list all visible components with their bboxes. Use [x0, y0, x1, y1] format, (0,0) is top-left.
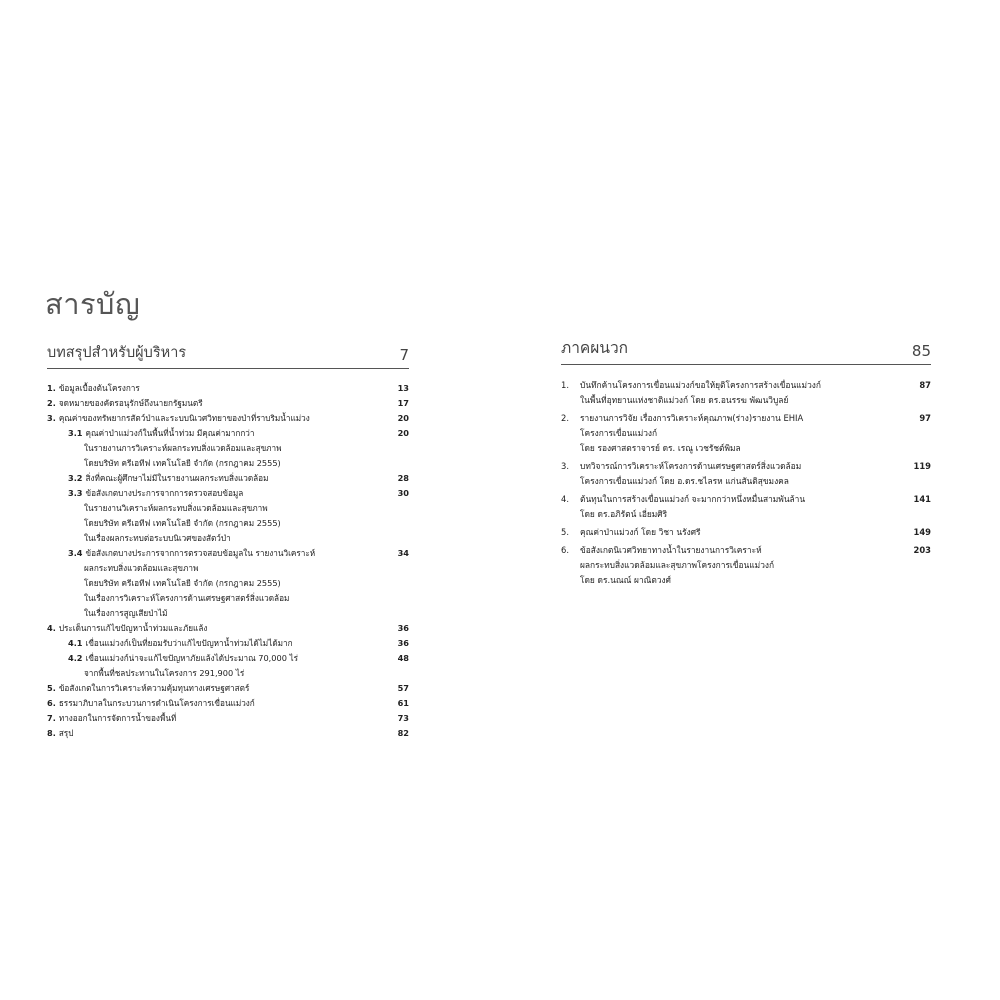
toc-entry-page: 13	[397, 383, 409, 393]
toc-entry-number: 4.	[47, 623, 56, 633]
toc-entry-number: 4.2	[68, 653, 83, 663]
toc-entry-line	[47, 531, 409, 546]
summary-heading-page: 7	[399, 346, 409, 364]
toc-entry	[47, 726, 409, 741]
appendix-entry-text: บทวิจารณ์การวิเคราะห์โครงการด้านเศรษฐศาสตร์สิ่งแวดล้อม	[580, 461, 802, 471]
toc-entry-text: เขื่อนแม่วงก์เป็นที่ยอมรับว่าแก้ไขปัญหาน้ำท่วมได้ไม่ได้มาก	[85, 638, 293, 648]
appendix-entry-number: 4.	[561, 494, 569, 504]
toc-entry	[47, 426, 409, 441]
summary-column	[47, 341, 409, 741]
toc-entry-line	[47, 576, 409, 591]
toc-entry-page: 20	[397, 428, 409, 438]
toc-entry-line	[47, 591, 409, 606]
appendix-entry-number: 2.	[561, 413, 569, 423]
toc-entry-text: โดยบริษัท ครีเอทีฟ เทคโนโลยี จำกัด (กรกฎาคม 2555)	[84, 458, 281, 468]
toc-entry-text: เขื่อนแม่วงก์น่าจะแก้ไขปัญหาภัยแล้งได้ประมาณ 70,000 ไร่	[85, 653, 299, 663]
toc-entry-text: คุณค่าป่าแม่วงก์ในพื้นที่น้ำท่วม มีคุณค่ามากกว่า	[85, 428, 255, 438]
toc-entry-text: สรุป	[58, 728, 74, 738]
toc-entry	[47, 546, 409, 561]
appendix-toc-list	[561, 378, 931, 588]
appendix-entry-text: บันทึกค้านโครงการเขื่อนแม่วงก์ขอให้ยุติโครงการสร้างเขื่อนแม่วงก์	[580, 380, 821, 390]
toc-entry-text: ประเด็นการแก้ไขปัญหาน้ำท่วมและภัยแล้ง	[58, 623, 208, 633]
toc-entry-number: 7.	[47, 713, 56, 723]
appendix-entry-page: 97	[919, 413, 931, 423]
toc-entry-page: 82	[397, 728, 409, 738]
toc-entry-line	[47, 666, 409, 681]
toc-entry-text: ข้อสังเกตบางประการจากการตรวจสอบข้อมูล	[85, 488, 244, 498]
appendix-entry-number: 1.	[561, 380, 569, 390]
appendix-entry-page: 119	[913, 461, 931, 471]
toc-entry-text: ธรรมาภิบาลในกระบวนการดำเนินโครงการเขื่อนแม่วงก์	[58, 698, 255, 708]
appendix-entry-page: 149	[913, 527, 931, 537]
appendix-entry-text: โครงการเขื่อนแม่วงก์	[580, 428, 658, 438]
appendix-entry-text: รายงานการวิจัย เรื่องการวิเคราะห์คุณภาพ(ร่าง)รายงาน EHIA	[580, 413, 804, 423]
toc-entry	[47, 696, 409, 711]
toc-entry-page: 30	[397, 488, 409, 498]
page-title: สารบัญ	[45, 287, 141, 321]
appendix-heading-page: 85	[911, 342, 931, 360]
summary-heading-title: บทสรุปสำหรับผู้บริหาร	[47, 345, 187, 361]
toc-entry-page: 34	[397, 548, 409, 558]
toc-entry-number: 5.	[47, 683, 56, 693]
toc-entry-line	[47, 516, 409, 531]
toc-entry-page: 57	[397, 683, 409, 693]
toc-entry	[47, 381, 409, 396]
appendix-entry-text: โครงการเขื่อนแม่วงก์ โดย อ.ดร.ชไลรห แก่นสันติสุขมงคล	[580, 476, 789, 486]
toc-entry-text: ข้อมูลเบื้องต้นโครงการ	[58, 383, 140, 393]
toc-entry	[47, 471, 409, 486]
appendix-entry	[561, 543, 931, 588]
appendix-entry-text: โดย ดร.อภิรัตน์ เอี่ยมศิริ	[580, 509, 668, 519]
toc-entry-number: 2.	[47, 398, 56, 408]
toc-entry-number: 3.3	[68, 488, 83, 498]
toc-entry-line	[47, 456, 409, 471]
toc-entry-text: โดยบริษัท ครีเอทีฟ เทคโนโลยี จำกัด (กรกฎาคม 2555)	[84, 518, 281, 528]
appendix-entry	[561, 411, 931, 456]
appendix-entry	[561, 525, 931, 540]
toc-entry	[47, 681, 409, 696]
appendix-entry-number: 3.	[561, 461, 569, 471]
toc-entry-page: 36	[397, 638, 409, 648]
appendix-entry-text: ต้นทุนในการสร้างเขื่อนแม่วงก์ จะมากกว่าหนึ่งหมื่นสามพันล้าน	[580, 494, 806, 504]
toc-entry-number: 3.4	[68, 548, 83, 558]
toc-entry-text: โดยบริษัท ครีเอทีฟ เทคโนโลยี จำกัด (กรกฎาคม 2555)	[84, 578, 281, 588]
appendix-entry-text: คุณค่าป่าแม่วงก์ โดย วิชา นรังศรี	[580, 527, 701, 537]
toc-entry-line	[47, 441, 409, 456]
toc-entry-text: ผลกระทบสิ่งแวดล้อมและสุขภาพ	[84, 563, 199, 573]
toc-entry	[47, 411, 409, 426]
toc-entry-text: ในเรื่องการวิเคราะห์โครงการด้านเศรษฐศาสตร์สิ่งแวดล้อม	[84, 593, 290, 603]
appendix-entry-number: 5.	[561, 527, 569, 537]
appendix-entry	[561, 378, 931, 408]
toc-entry-number: 1.	[47, 383, 56, 393]
toc-entry-line	[47, 501, 409, 516]
appendix-heading-title: ภาคผนวก	[561, 339, 629, 357]
toc-entry-number: 4.1	[68, 638, 83, 648]
toc-entry-text: สิ่งที่คณะผู้ศึกษาไม่มีในรายงานผลกระทบสิ่งแวดล้อม	[85, 473, 269, 483]
toc-entry	[47, 396, 409, 411]
toc-entry-text: จากพื้นที่ชลประทานในโครงการ 291,900 ไร่	[84, 668, 245, 678]
toc-entry-text: ในรายงานการวิเคราะห์ผลกระทบสิ่งแวดล้อมและสุขภาพ	[84, 443, 282, 453]
summary-heading	[47, 341, 409, 369]
toc-entry-page: 20	[397, 413, 409, 423]
toc-entry	[47, 486, 409, 501]
appendix-entry-page: 87	[919, 380, 931, 390]
toc-entry	[47, 651, 409, 666]
toc-entry-text: ทางออกในการจัดการน้ำของพื้นที่	[58, 713, 177, 723]
toc-entry-page: 61	[397, 698, 409, 708]
summary-toc-list	[47, 381, 409, 741]
toc-entry-page: 73	[397, 713, 409, 723]
appendix-entry-text: ข้อสังเกตนิเวศวิทยาทางน้ำในรายงานการวิเคราะห์	[580, 545, 762, 555]
appendix-entry	[561, 492, 931, 522]
toc-entry-number: 6.	[47, 698, 56, 708]
toc-entry-text: ข้อสังเกตบางประการจากการตรวจสอบข้อมูลใน รายงานวิเคราะห์	[85, 548, 316, 558]
appendix-entry-text: โดย รองศาสตราจารย์ ดร. เรณู เวชรัชต์พิมล	[580, 443, 741, 453]
toc-entry-text: ในรายงานวิเคราะห์ผลกระทบสิ่งแวดล้อมและสุขภาพ	[84, 503, 268, 513]
toc-entry-line	[47, 561, 409, 576]
toc-entry-text: คุณค่าของทรัพยากรสัตว์ป่าและระบบนิเวศวิทยาของป่าที่ราบริมน้ำแม่วง	[58, 413, 310, 423]
toc-entry-number: 8.	[47, 728, 56, 738]
toc-entry	[47, 636, 409, 651]
toc-entry-page: 28	[397, 473, 409, 483]
toc-entry-page: 48	[397, 653, 409, 663]
toc-entry-page: 17	[397, 398, 409, 408]
appendix-entry	[561, 459, 931, 489]
toc-entry-line	[47, 606, 409, 621]
appendix-entry-page: 203	[913, 545, 931, 555]
appendix-entry-text: ในพื้นที่อุทยานแห่งชาติแม่วงก์ โดย ดร.อนรรฆ พัฒนวิบูลย์	[580, 395, 789, 405]
toc-entry-number: 3.1	[68, 428, 83, 438]
toc-entry	[47, 711, 409, 726]
toc-entry-text: ข้อสังเกตในการวิเคราะห์ความคุ้มทุนทางเศรษฐศาสตร์	[58, 683, 250, 693]
toc-entry	[47, 621, 409, 636]
appendix-entry-number: 6.	[561, 545, 569, 555]
toc-entry-number: 3.2	[68, 473, 83, 483]
toc-entry-text: ในเรื่องผลกระทบต่อระบบนิเวศของสัตว์ป่า	[84, 533, 231, 543]
appendix-column	[561, 337, 931, 591]
toc-entry-page: 36	[397, 623, 409, 633]
appendix-entry-page: 141	[913, 494, 931, 504]
toc-entry-number: 3.	[47, 413, 56, 423]
appendix-entry-text: โดย ดร.นณณ์ ผาณิตวงศ์	[580, 575, 671, 585]
appendix-heading	[561, 337, 931, 365]
toc-entry-text: จดหมายของคัดรอนุรักษ์ถึงนายกรัฐมนตรี	[58, 398, 203, 408]
toc-entry-text: ในเรื่องการสูญเสียป่าไม้	[84, 608, 168, 618]
appendix-entry-text: ผลกระทบสิ่งแวดล้อมและสุขภาพโครงการเขื่อนแม่วงก์	[580, 560, 775, 570]
